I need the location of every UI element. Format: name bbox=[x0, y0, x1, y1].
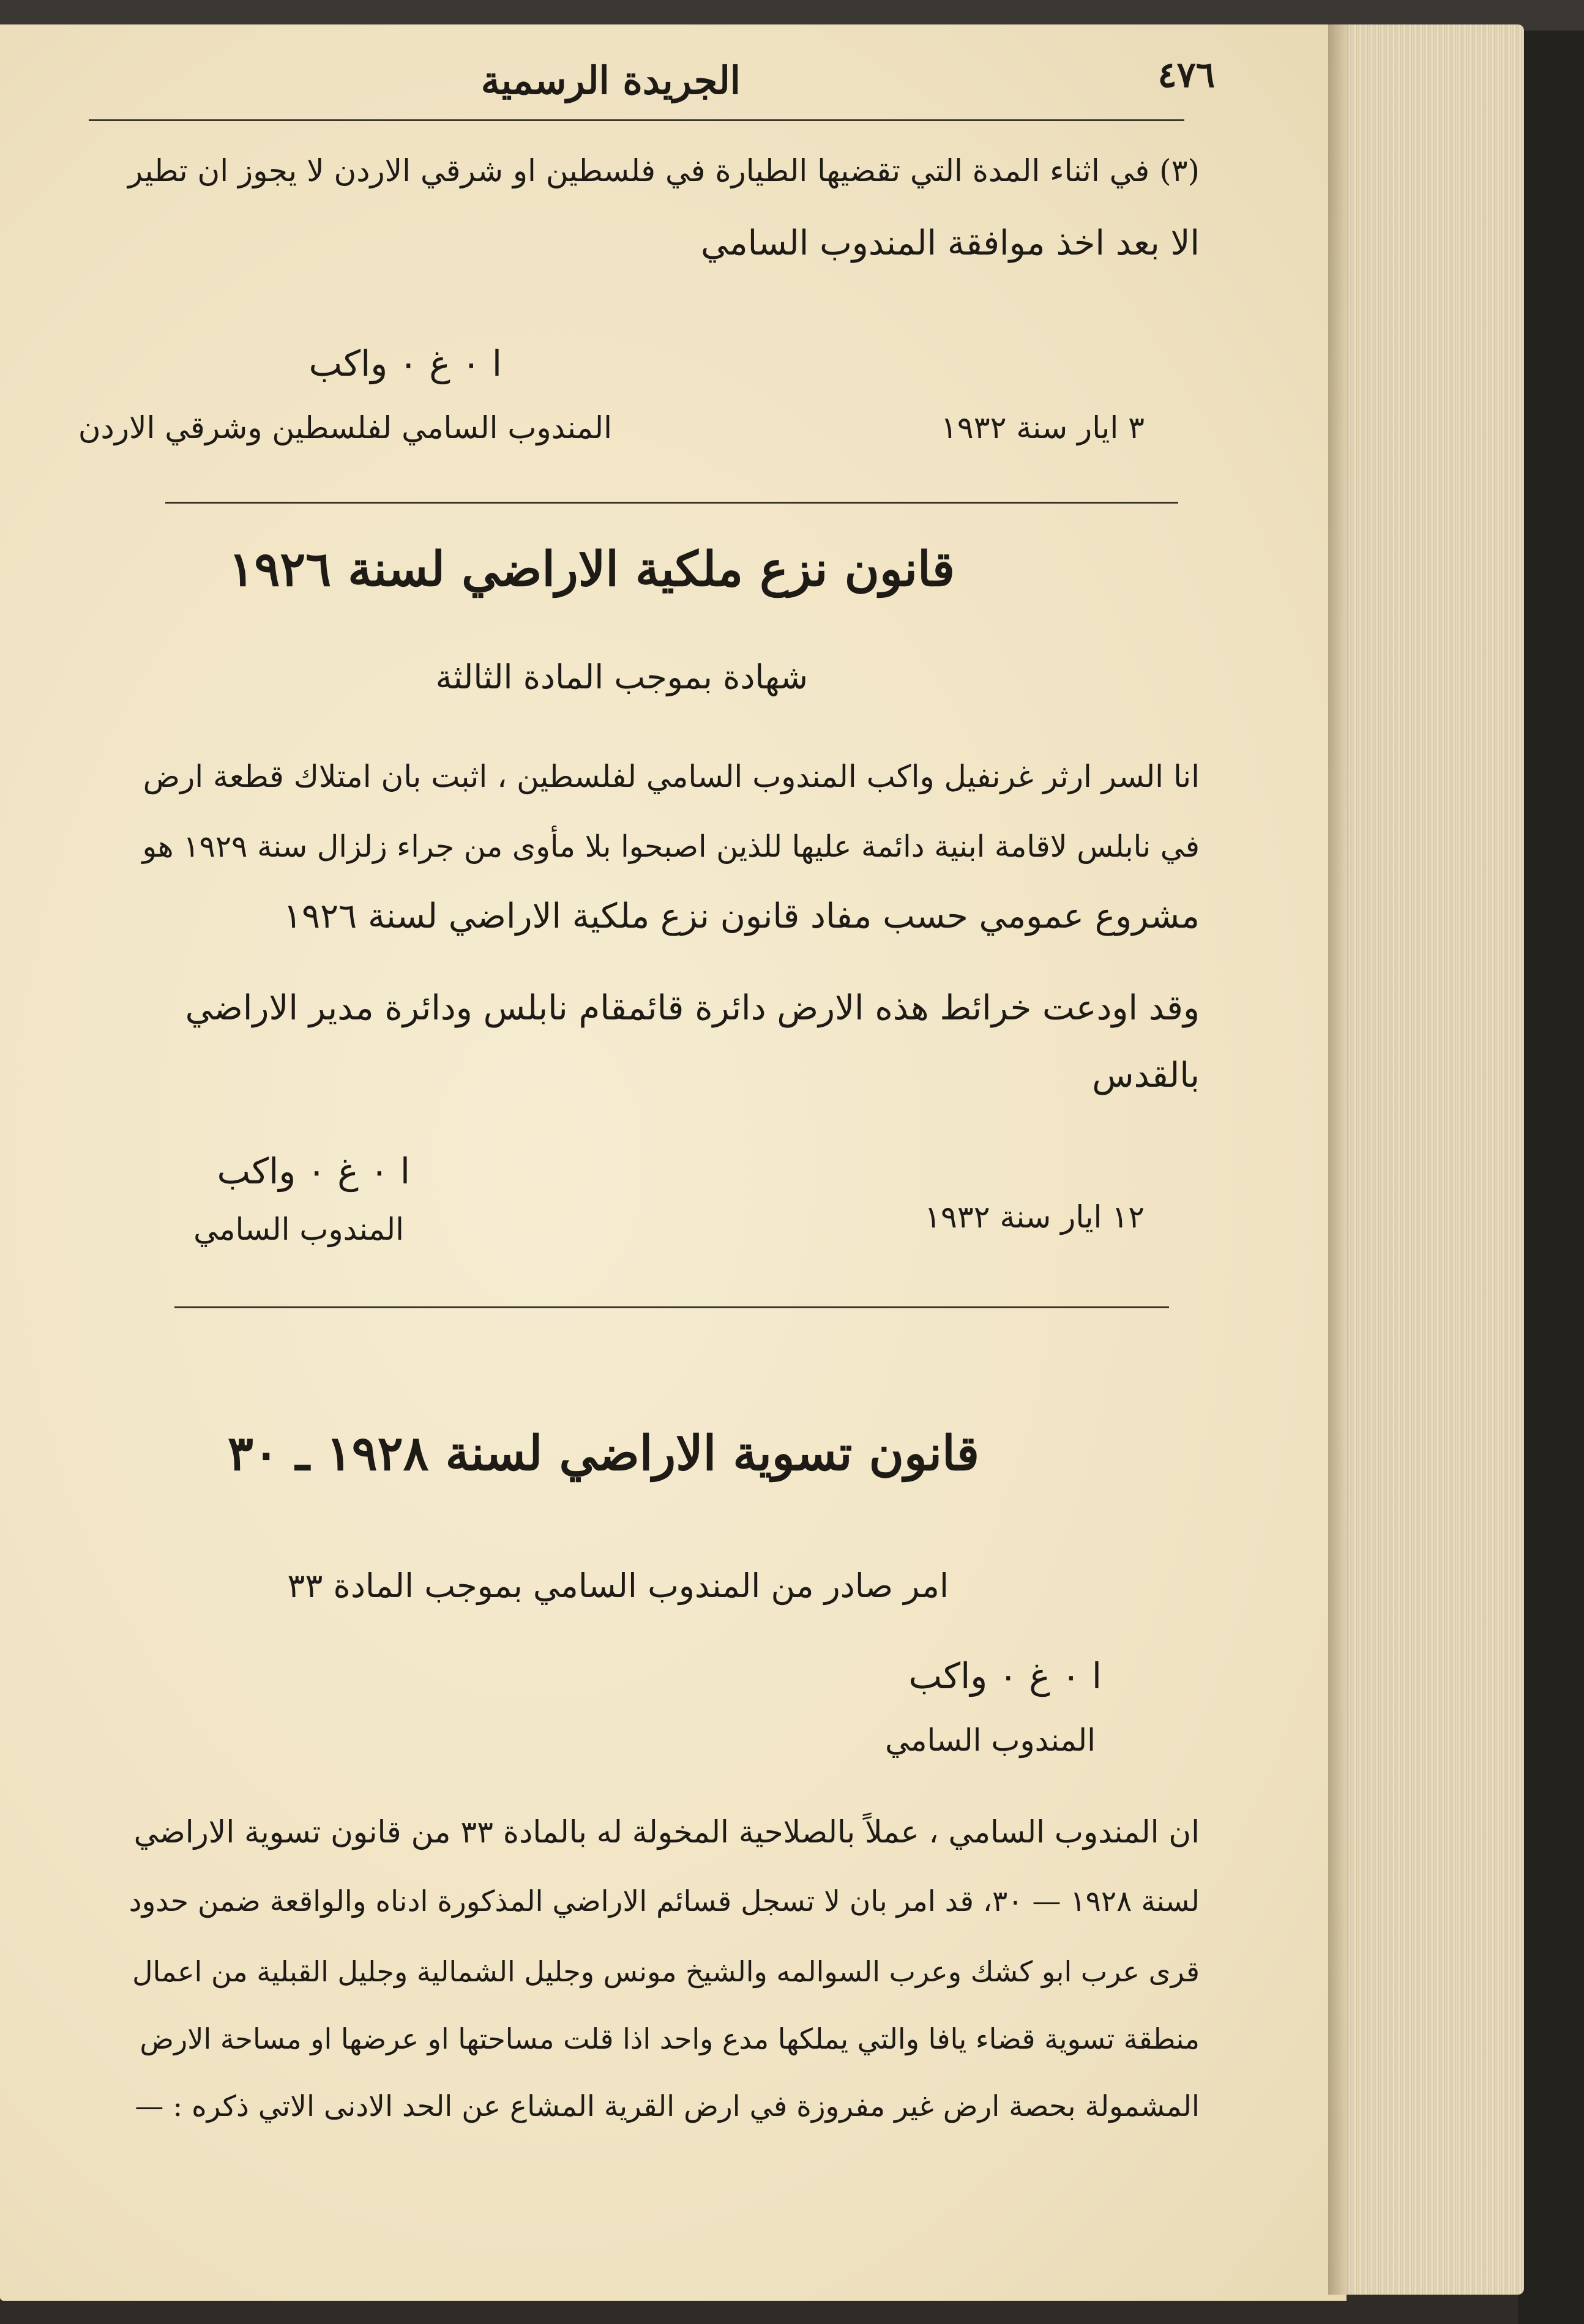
section-divider-2 bbox=[174, 1306, 1169, 1308]
section3-line-3: قرى عرب ابو كشك وعرب السوالمه والشيخ مونس وجليل الشمالية وجليل القبلية من اعمال bbox=[132, 1955, 1200, 1988]
section2-para1-line-3: مشروع عمومي حسب مفاد قانون نزع ملكية الاراضي لسنة ١٩٢٦ bbox=[283, 896, 1200, 936]
gazette-page bbox=[0, 24, 1347, 2301]
section2-subheading: شهادة بموجب المادة الثالثة bbox=[435, 658, 808, 696]
section3-subheading: امر صادر من المندوب السامي بموجب المادة ٣٣ bbox=[287, 1566, 949, 1605]
section2-signature: ا ٠ غ ٠ واكب bbox=[217, 1150, 410, 1192]
section3-line-2: لسنة ١٩٢٨ — ٣٠، قد امر بان لا تسجل قسائم الاراضي المذكورة ادناه والواقعة ضمن حدود bbox=[129, 1885, 1200, 1918]
section2-heading: قانون نزع ملكية الاراضي لسنة ١٩٢٦ bbox=[228, 542, 955, 597]
section-divider-1 bbox=[165, 502, 1178, 504]
section1-date: ٣ ايار سنة ١٩٣٢ bbox=[941, 410, 1145, 445]
section3-line-5: المشمولة بحصة ارض غير مفروزة في ارض القرية المشاع عن الحد الادنى الاتي ذكره : — bbox=[135, 2090, 1200, 2123]
book-cover-edge bbox=[1518, 31, 1584, 2324]
section3-signature: ا ٠ غ ٠ واكب bbox=[908, 1655, 1102, 1697]
gazette-title: الجريدة الرسمية bbox=[480, 58, 741, 103]
section3-line-1: ان المندوب السامي ، عملاً بالصلاحية المخولة له بالمادة ٣٣ من قانون تسوية الاراضي bbox=[133, 1814, 1200, 1850]
section3-heading: قانون تسوية الاراضي لسنة ١٩٢٨ ـ ٣٠ bbox=[227, 1426, 979, 1481]
section1-signature: ا ٠ غ ٠ واكب bbox=[308, 343, 502, 384]
page-gutter-shadow bbox=[1328, 24, 1353, 2295]
page-number: ٤٧٦ bbox=[1157, 54, 1215, 95]
section2-date: ١٢ ايار سنة ١٩٣٢ bbox=[924, 1199, 1145, 1235]
section1-signatory-title: المندوب السامي لفلسطين وشرقي الاردن bbox=[78, 410, 612, 445]
section2-para2-line-2: بالقدس bbox=[1092, 1056, 1200, 1095]
section3-line-4: منطقة تسوية قضاء يافا والتي يملكها مدع واحد اذا قلت مساحتها او عرضها او مساحة الارض bbox=[140, 2022, 1200, 2055]
section1-line-1: (٣) في اثناء المدة التي تقضيها الطيارة في فلسطين او شرقي الاردن لا يجوز ان تطير bbox=[128, 153, 1200, 188]
header-rule bbox=[89, 119, 1184, 121]
section2-signatory-title: المندوب السامي bbox=[193, 1212, 404, 1247]
section2-para2-line-1: وقد اودعت خرائط هذه الارض دائرة قائمقام نابلس ودائرة مدير الاراضي bbox=[185, 988, 1200, 1028]
section3-signatory-title: المندوب السامي bbox=[885, 1723, 1096, 1758]
page-edges bbox=[1340, 24, 1524, 2295]
section2-para1-line-2: في نابلس لاقامة ابنية دائمة عليها للذين اصبحوا بلا مأوى من جراء زلزال سنة ١٩٢٩ هو bbox=[142, 829, 1200, 864]
section1-line-2: الا بعد اخذ موافقة المندوب السامي bbox=[700, 223, 1200, 263]
section2-para1-line-1: انا السر ارثر غرنفيل واكب المندوب السامي لفلسطين ، اثبت بان امتلاك قطعة ارض bbox=[143, 759, 1200, 794]
